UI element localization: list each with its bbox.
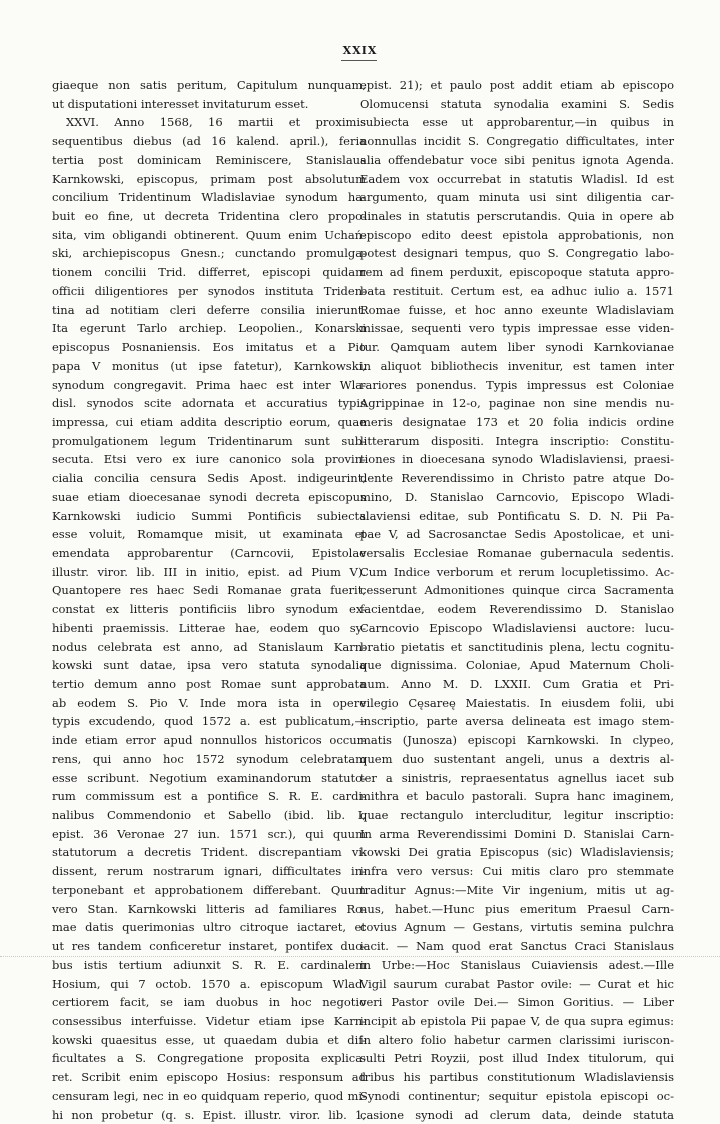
- text-line: traditur Agnus:—Mite Vir ingenium, mitis ut ag-: [360, 882, 674, 897]
- text-line: episcopo edito deest epistola approbationis, non: [360, 227, 674, 242]
- left-column: [52, 76, 366, 1124]
- text-line: buit eo fine, ut decreta Tridentina clero propo-: [52, 209, 366, 224]
- text-line: consessibus interfuisse. Videtur etiam ipse Karn-: [52, 1013, 366, 1028]
- text-line: ut disputationi interesset invitaturum esset.: [52, 96, 309, 111]
- text-line: covius Agnum — Gestans, virtutis semina pulchra: [360, 920, 674, 935]
- right-column: [360, 76, 674, 1124]
- text-line: tiones in dioecesana synodo Wladislaviensi, praesi-: [360, 452, 674, 467]
- text-line: slaviensi editae, sub Pontificatu S. D. N. Pii Pa-: [360, 508, 674, 523]
- text-line: sequentibus diebus (ad 16 kalend. april.), feria: [52, 134, 366, 149]
- text-line: bratio pietatis et sanctitudinis plena, lectu cognitu-: [360, 639, 674, 654]
- text-line: num. Anno M. D. LXXII. Cum Gratia et Pri-: [360, 677, 674, 691]
- text-line: cesserunt Admonitiones quinque circa Sacramenta: [360, 583, 674, 598]
- text-line: emendata approbarentur (Carncovii, Epistolae: [52, 545, 366, 560]
- bottom-margin-rule: [0, 956, 720, 963]
- text-line: Olomucensi statuta synodalia examini S. Sedis: [360, 96, 674, 111]
- text-line: mino, D. Stanislao Carncovio, Episcopo Wladi-: [360, 489, 674, 504]
- text-line: ret. Scribit enim episcopo Hosius: responsum ad: [52, 1070, 366, 1085]
- text-line: tribus his partibus constitutionum Wladislaviensis: [360, 1070, 674, 1085]
- text-line: rariores ponendus. Typis impressus est Coloniae: [360, 377, 674, 392]
- text-line: Romae fuisse, et hoc anno exeunte Wladislaviam: [360, 302, 674, 317]
- text-line: versalis Ecclesiae Romanae gubernacula sedentis.: [360, 545, 674, 560]
- text-line: kowski quaesitus esse, ut quaedam dubia et dif-: [52, 1032, 366, 1047]
- text-line: incipit ab epistola Pii papae V, de qua supra egimus:: [360, 1013, 674, 1028]
- text-line: in altero folio habetur carmen clarissimi iuriscon-: [360, 1032, 674, 1047]
- text-line: veri Pastor ovile Dei.— Simon Goritius. — Liber: [360, 995, 674, 1010]
- text-line: nus, habet.—Hunc pius emeritum Praesul Carn-: [360, 901, 674, 916]
- text-line: argumento, quam minuta usi sint diligentia car-: [360, 190, 674, 205]
- text-line: esse voluit, Romamque misit, ut examinata et: [52, 527, 366, 542]
- text-line: ter a sinistris, repraesentatus agnellus iacet sub: [360, 770, 674, 785]
- text-line: illustr. viror. lib. III in initio, epist. ad Pium V).: [52, 564, 366, 579]
- text-line: ficultates a S. Congregatione proposita explica-: [52, 1051, 366, 1066]
- text-line: dissent, rerum nostrarum ignari, difficultates in-: [52, 864, 366, 879]
- page-number: XXIX: [342, 44, 378, 57]
- text-line: ski, archiepiscopus Gnesn.; cunctando promulga-: [52, 246, 366, 261]
- text-line: infra vero versus: Cui mitis claro pro stemmate: [360, 864, 674, 879]
- text-line: pae V, ad Sacrosanctae Sedis Apostolicae, et uni-: [360, 527, 674, 542]
- text-line: synodum congregavit. Prima haec est inter Wla-: [52, 377, 366, 392]
- text-line: litterarum dispositi. Integra inscriptio: Constitu-: [360, 433, 674, 448]
- text-line: papa V monitus (ut ipse fatetur), Karnkowski,: [52, 358, 366, 373]
- text-line: cialia concilia censura Sedis Apost. indigeurint,: [52, 471, 366, 486]
- text-line: quae rectangulo intercluditur, legitur inscriptio:: [360, 808, 674, 823]
- text-line: facientdae, eodem Reverendissimo D. Stanislao: [360, 602, 674, 617]
- text-line: matis (Junosza) episcopi Karnkowski. In clypeo,: [360, 733, 674, 748]
- text-line: concilium Tridentinum Wladislaviae synodum ha-: [52, 190, 366, 205]
- text-line: impressa, cui etiam addita descriptio eorum, quae: [52, 414, 366, 429]
- text-line: constat ex litteris pontificiis libro synodum ex-: [52, 602, 366, 617]
- text-line: tertio demum anno post Romae sunt approbata: [52, 677, 366, 691]
- text-line: episcopus Posnaniensis. Eos imitatus et a Pio: [52, 340, 366, 355]
- text-line: Cum Indice verborum et rerum locupletissimo. Ac-: [360, 564, 674, 579]
- text-line: nonnullas incidit S. Congregatio difficultates, inter: [360, 134, 674, 149]
- text-line: vilegio Cęsareę Maiestatis. In eiusdem folii, ubi: [360, 695, 674, 710]
- text-line: in Urbe:—Hoc Stanislaus Cuiaviensis adest.—Ille: [360, 957, 674, 972]
- text-line: terponebant et approbationem differebant. Quum: [52, 882, 366, 897]
- text-line: tionem concilii Trid. differret, episcopi quidam: [52, 265, 366, 280]
- text-line: esse scribunt. Negotium examinandorum statuto-: [52, 770, 366, 785]
- text-line: rem ad finem perduxit, episcopoque statuta appro-: [360, 265, 674, 280]
- text-line: sita, vim obligandi obtinerent. Quum enim Uchań-: [52, 227, 366, 242]
- text-line: quem duo sustentant angeli, unus a dextris al-: [360, 751, 674, 766]
- text-line: dente Reverendissimo in Christo patre atque Do-: [360, 471, 674, 486]
- text-line: ab eodem S. Pio V. Inde mora ista in opere: [52, 695, 366, 710]
- text-line: bata restituit. Certum est, ea adhuc iulio a. 1571: [360, 283, 674, 298]
- text-line: Vigil saurum curabat Pastor ovile: — Curat et hic: [360, 976, 674, 991]
- text-line: suae etiam dioecesanae synodi decreta episcopus: [52, 489, 366, 504]
- text-line: Eadem vox occurrebat in statutis Wladisl. Id est: [360, 171, 674, 186]
- text-line: epist. 36 Veronae 27 iun. 1571 scr.), qui quum: [52, 826, 366, 841]
- text-line: missae, sequenti vero typis impressae esse viden-: [360, 321, 674, 336]
- text-line: alia offendebatur voce sibi penitus ignota Agenda.: [360, 152, 674, 167]
- text-line: tertia post dominicam Reminiscere, Stanislaus: [52, 152, 366, 167]
- text-line: kowski sunt datae, ipsa vero statuta synodalia: [52, 658, 366, 673]
- text-line: meris designatae 173 et 20 folia indicis ordine: [360, 414, 674, 429]
- text-line: Karnkowski, episcopus, primam post absolutum: [52, 171, 366, 186]
- text-line: Hosium, qui 7 octob. 1570 a. episcopum Wlad.: [52, 976, 366, 991]
- text-line: XXVI. Anno 1568, 16 martii et proximis: [66, 115, 366, 130]
- text-line: ut res tandem conficeretur instaret, pontifex duo-: [52, 939, 366, 954]
- text-line: disl. synodos scite adornata et accuratius typis: [52, 396, 366, 411]
- text-line: officii diligentiores per synodos instituta Triden-: [52, 283, 366, 298]
- text-line: Agrippinae in 12-o, paginae non sine mendis nu-: [360, 396, 674, 411]
- text-line: statutorum a decretis Trident. discrepantiam vi-: [52, 845, 366, 860]
- text-line: inde etiam error apud nonnullos historicos occur-: [52, 733, 366, 748]
- text-line: nodus celebrata est anno, ad Stanislaum Karn-: [52, 639, 366, 654]
- text-line: nalibus Commendonio et Sabello (ibid. lib. I,: [52, 808, 366, 823]
- text-line: rens, qui anno hoc 1572 synodum celebratam: [52, 751, 366, 766]
- text-line: Quantopere res haec Sedi Romanae grata fuerit,: [52, 583, 366, 598]
- text-line: casione synodi ad clerum data, deinde statuta: [360, 1107, 674, 1122]
- text-line: mae datis querimonias ultro citroque iactaret, et: [52, 920, 366, 935]
- text-line: In arma Reverendissimi Domini D. Stanislai Carn-: [360, 826, 674, 841]
- text-line: que dignissima. Coloniae, Apud Maternum Choli-: [360, 658, 674, 673]
- text-line: giaeque non satis peritum, Capitulum nunquam,: [52, 78, 366, 92]
- text-line: sulti Petri Royzii, post illud Index titulorum, qui: [360, 1051, 674, 1066]
- text-line: hibenti praemissis. Litterae hae, eodem quo sy-: [52, 620, 366, 635]
- text-line: Carncovio Episcopo Wladislaviensi auctore: lucu-: [360, 620, 674, 635]
- text-line: inscriptio, parte aversa delineata est imago stem-: [360, 714, 674, 729]
- text-line: rum commissum est a pontifice S. R. E. cardi-: [52, 789, 366, 804]
- text-line: tina ad notitiam cleri deferre consilia inierunt.: [52, 302, 366, 317]
- text-line: hi non probetur (q. s. Epist. illustr. viror. lib. 1,: [52, 1107, 366, 1122]
- text-line: iacit. — Nam quod erat Sanctus Craci Stanislaus: [360, 939, 674, 954]
- text-line: bus istis tertium adiunxit S. R. E. cardinalem: [52, 957, 366, 972]
- text-line: vero Stan. Karnkowski litteris ad familiares Ro-: [52, 901, 366, 916]
- text-line: epist. 21); et paulo post addit etiam ab episcopo: [360, 78, 674, 92]
- text-line: potest designari tempus, quo S. Congregatio labo-: [360, 246, 674, 261]
- text-line: mithra et baculo pastorali. Supra hanc imaginem,: [360, 789, 674, 804]
- text-line: dinales in statutis perscrutandis. Quia in opere ab: [360, 209, 674, 224]
- text-line: Synodi continentur; sequitur epistola episcopi oc-: [360, 1088, 674, 1103]
- text-line: Karnkowski iudicio Summi Pontificis subiecta: [52, 508, 366, 523]
- text-line: kowski Dei gratia Episcopus (sic) Wladislaviensis;: [360, 845, 674, 860]
- text-line: certiorem facit, se iam duobus in hoc negotio: [52, 995, 366, 1010]
- text-line: tur. Qamquam autem liber synodi Karnkovianae: [360, 340, 674, 355]
- text-line: secuta. Etsi vero ex iure canonico sola provin-: [52, 452, 366, 467]
- text-line: Ita egerunt Tarlo archiep. Leopolien., Konarski: [52, 321, 366, 336]
- page-number-rule: [341, 60, 377, 63]
- text-line: censuram legi, nec in eo quidquam reperio, quod mi-: [52, 1088, 366, 1103]
- text-line: promulgationem legum Tridentinarum sunt sub-: [52, 433, 366, 448]
- text-line: typis excudendo, quod 1572 a. est publicatum,—: [52, 714, 366, 729]
- text-line: in aliquot bibliothecis invenitur, est tamen inter: [360, 358, 674, 373]
- text-line: subiecta esse ut approbarentur,—in quibus in: [360, 115, 674, 130]
